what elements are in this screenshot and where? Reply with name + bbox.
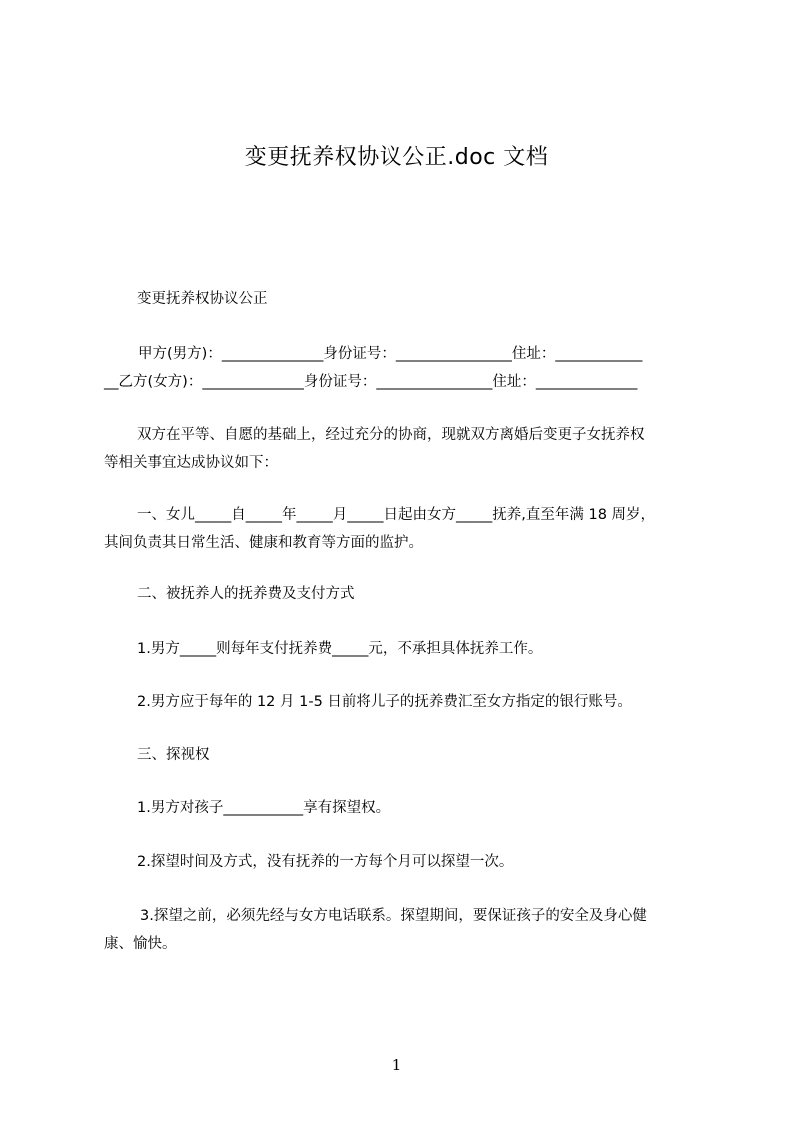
clause-1-line-2: 其间负责其日常生活、健康和教育等方面的监护。 <box>104 535 423 551</box>
clause-1-line-1: 一、女儿_____自_____年_____月_____日起由女方_____抚养,直至年满 18 周岁， <box>137 507 656 523</box>
section-3-item-3-line-2: 康、愉快。 <box>104 936 177 952</box>
section-3-item-2: 2.探望时间及方式，没有抚养的一方每个月可以探望一次。 <box>137 854 514 870</box>
intro-line-2: 等相关事宜达成协议如下： <box>104 455 278 471</box>
page-title: 变更抚养权协议公正.doc 文档 <box>244 145 549 170</box>
section-3-heading: 三、探视权 <box>137 747 210 763</box>
intro-line-1: 双方在平等、自愿的基础上，经过充分的协商，现就双方离婚后变更子女抚养权 <box>137 427 645 443</box>
section-2-heading: 二、被抚养人的抚养费及支付方式 <box>137 586 355 602</box>
section-3-item-1: 1.男方对孩子___________享有探望权。 <box>137 800 391 816</box>
party-b-line: __乙方(女方)：______________身份证号：________________住址：______________ <box>104 374 638 390</box>
page-number: 1 <box>391 1056 402 1074</box>
document-subtitle: 变更抚养权协议公正 <box>137 291 268 307</box>
section-2-item-2: 2.男方应于每年的 12 月 1-5 日前将儿子的抚养费汇至女方指定的银行账号。 <box>137 694 632 710</box>
section-3-item-3-line-1: 3.探望之前，必须先经与女方电话联系。探望期间，要保证孩子的安全及身心健 <box>140 908 647 924</box>
section-2-item-1: 1.男方_____则每年支付抚养费_____元，不承担具体抚养工作。 <box>137 641 543 657</box>
party-a-line: 甲方(男方)：______________身份证号：________________住址：____________ <box>138 346 643 362</box>
